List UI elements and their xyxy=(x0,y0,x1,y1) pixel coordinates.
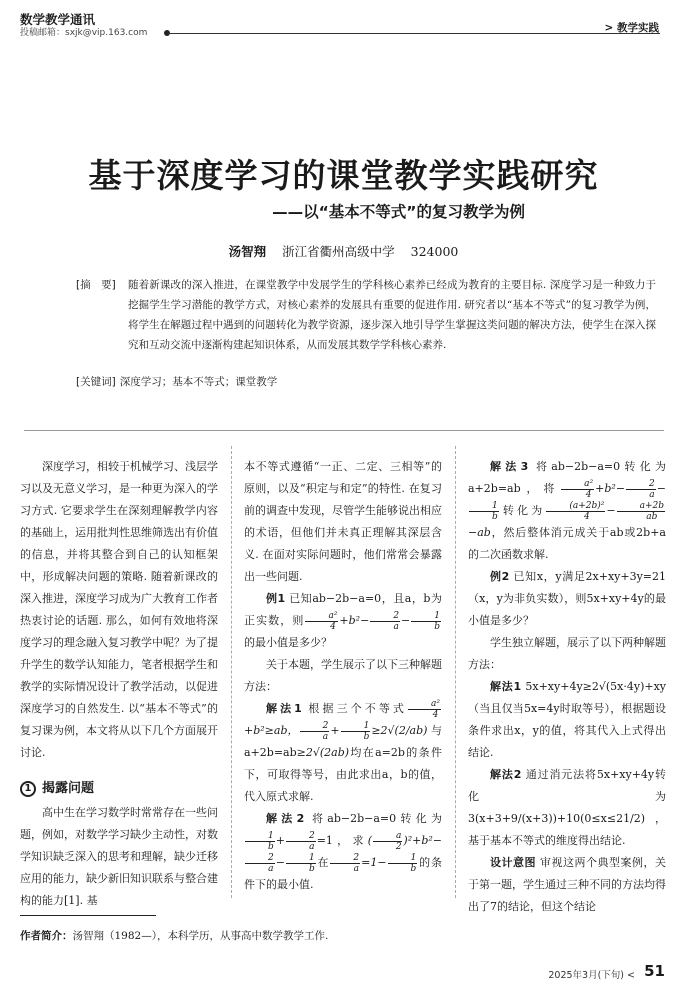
header-rule xyxy=(168,33,660,34)
methods-intro-2: 学生独立解题，展示了以下两种解题方法： xyxy=(468,636,666,671)
continued-paragraph: 本不等式遵循“一正、二定、三相等”的原则，以及“积定与和定”的特性. 在复习前的调查中发现，尽管学生能够说出相应的术语，但他们并未真正理解其深层含义. 在面对实际问题时，他们常常会暴露出一些问题. xyxy=(244,460,442,583)
section-label: > 教学实践 xyxy=(604,22,659,34)
column-2 xyxy=(244,456,442,896)
design-intent-label: 设计意图 xyxy=(490,856,536,869)
solution-1-c: 均在a=2b的条件下，可取得等号，由此求出a，b的值，代入原式求解. xyxy=(244,746,442,803)
problem-paragraph: 高中生在学习数学时常常存在一些问题，例如，对数学学习缺少主动性，对数学知识缺乏深入的思考和理解，缺少迁移应用的能力，缺少新旧知识联系与整合建构的能力[1]. 基 xyxy=(20,806,218,907)
keywords-label: [关键词] xyxy=(76,376,116,388)
solution-3-a: 将ab−2b−a=0转化为a+2b=ab，将 xyxy=(468,460,666,495)
example-1-label: 例1 xyxy=(266,592,286,605)
abstract-label: [摘 要] xyxy=(76,279,116,291)
solution-3-c: ，然后整体消元成关于ab或2b+a的二次函数求解. xyxy=(468,526,666,561)
example-1-pre: 已知ab−2b−a=0，且a，b为正实数，则 xyxy=(244,592,443,627)
section-title: 揭露问题 xyxy=(42,781,95,796)
zip-code: 324000 xyxy=(410,244,459,259)
example-1-post: 的最小值是多少？ xyxy=(244,636,332,649)
ex2-solution-2-text: 通过消元法将5x+xy+4y转化为3(x+3+9/(x+3))+10(0≤x≤21/2)，基于基本不等式的维度得出结论. xyxy=(468,768,666,847)
column-1 xyxy=(20,456,218,912)
author-note-label: 作者简介： xyxy=(20,930,73,942)
affiliation: 浙江省衢州高级中学 xyxy=(282,244,395,259)
article-subtitle: ——以“基本不等式”的复习教学为例 xyxy=(272,203,525,221)
solution-1: 解法1 根据三个不等式 $\frac{\text{a²}}{4}$ +b²≥ab， $\frac{2}{a}$ + $\frac{1}{b}$ ≥2√(2/ab) 与a+2b=ab≥2√(2ab)均在a=2b的条件下，可取得等号，由此求出a，b的值，代入原式求解. xyxy=(244,698,443,803)
ex2-solution-1 xyxy=(468,676,666,764)
author-note xyxy=(20,928,328,943)
column-divider xyxy=(231,446,232,898)
ex2-solution-2 xyxy=(468,764,666,852)
ex2-solution-1-text: 5x+xy+4y≥2√(5x·4y)+xy（当且仅当5x=4y时取等号），根据题设条件求出x，y的值，将其代入上式得出结论. xyxy=(468,680,667,759)
intro-paragraph: 深度学习，相较于机械学习、浅层学习以及无意义学习，是一种更为深入的学习方式. 它要求学生在深刻理解教学内容的基础上，运用批判性思维筛选出有价值的信息，并将其整合到自己的认知框架中，形成解决问题的策略. 随着新课改的深入推进，深度学习成为广大教育工作者热衷讨论的话题. 那么，如何有效地将深度学习的理念融入复习教学中呢？为了提升学生的数学认知能力，笔者根据学生和教学的实际情况设计了教学活动，以促进深度学习的自然发生. 以“基本不等式”的复习课为例，本文将从以下几个方面展开讨论. xyxy=(20,460,218,759)
example-2-text: 已知x，y满足2x+xy+3y=21（x，y为非负实数），则5x+xy+4y的最小值是多少？ xyxy=(468,570,667,627)
author-name: 汤智翔 xyxy=(228,244,267,259)
submission-email: 投稿邮箱：sxjk@vip.163.com xyxy=(20,28,148,38)
solution-2: 解法2 将ab−2b−a=0转化为 $\frac{1}{b}$ + $\frac{2}{a}$ =1，求( $\frac{a}{2}$ )²+b²− $\frac{2}{a}$ − $\frac{1}{b}$ 在 $\frac{2}{a}$ =1− $\frac{1}{b}$ 的条件下的最小值. xyxy=(244,812,442,891)
solution-3: 解法3 将ab−2b−a=0转化为a+2b=ab，将 $\frac{\text{a²}}{4}$ +b²− $\frac{2}{a}$ − $\frac{1}{b}$ 转化为 $\frac{\text{(a+2b)²}}{4}$ − $\frac{a+2b}{ab}$ −ab，然后整体消元成关于ab或2b+a的二次函数求解. xyxy=(468,460,666,561)
article-title: 基于深度学习的课堂教学实践研究 xyxy=(88,156,599,195)
keywords xyxy=(76,374,277,389)
abstract xyxy=(76,275,656,355)
solution-2-c: 在 xyxy=(316,856,330,869)
ex2-solution-1-label: 解法1 xyxy=(490,680,522,693)
example-2 xyxy=(468,566,666,632)
solution-3-b: 转化为 xyxy=(499,504,546,517)
section-number-icon: 1 xyxy=(20,781,36,797)
example-2-label: 例2 xyxy=(490,570,510,583)
solution-2-a: 将ab−2b−a=0转化为 xyxy=(312,812,442,825)
solution-3-label: 解法3 xyxy=(490,460,529,473)
methods-intro: 关于本题，学生展示了以下三种解题方法： xyxy=(244,658,442,693)
abstract-divider xyxy=(24,430,664,431)
column-divider xyxy=(455,446,456,898)
solution-1-a: 根据三个不等式 xyxy=(308,702,408,715)
abstract-text: 随着新课改的深入推进，在课堂教学中发展学生的学科核心素养已经成为教育的主要目标. 深度学习是一种致力于挖掘学生学习潜能的教学方式，对核心素养的发展具有重要的促进作用. 研究者以“基本不等式”的复习教学为例，将学生在解题过程中遇到的问题转化为教学资源，逐步深入地引导学生掌握这类问题的解决方法，使学生在深入探究和互动交流中逐渐构建起知识体系，从而发展其数学学科核心素养. xyxy=(128,279,656,351)
example-1 xyxy=(244,588,442,654)
author-note-text: 汤智翔（1982—），本科学历，从事高中数学教学工作. xyxy=(72,930,329,942)
solution-1-b: 与a+2b=ab≥ xyxy=(244,724,443,759)
design-intent xyxy=(468,852,666,918)
section-heading xyxy=(20,778,218,800)
solution-2-d: 的条件下的最小值. xyxy=(244,856,442,891)
byline xyxy=(0,242,687,260)
footnote-rule xyxy=(20,915,156,916)
ex2-solution-2-label: 解法2 xyxy=(490,768,522,781)
design-intent-text: 审视这两个典型案例，关于第一题，学生通过三种不同的方法均得出了7的结论，但这个结论 xyxy=(468,856,666,913)
solution-1-formula: $\frac{\text{a²}}{4}$ +b²≥ab， $\frac{2}{a}$ + $\frac{1}{b}$ ≥2√(2/ab) xyxy=(244,698,441,742)
example-1-formula: $\frac{\text{a²}}{4}$ +b²− $\frac{2}{a}$ − $\frac{1}{b}$ xyxy=(304,614,442,627)
keywords-text: 深度学习；基本不等式；课堂教学 xyxy=(119,376,278,388)
solution-2-label: 解法2 xyxy=(266,812,305,825)
solution-1-label: 解法1 xyxy=(266,702,302,715)
page-number: 51 xyxy=(644,962,665,980)
journal-name: 数学教学通讯 xyxy=(20,12,96,27)
column-3 xyxy=(468,456,666,918)
issue-date: 2025年3月(下旬) < xyxy=(548,970,635,981)
solution-2-b: =1，求 xyxy=(316,834,368,847)
